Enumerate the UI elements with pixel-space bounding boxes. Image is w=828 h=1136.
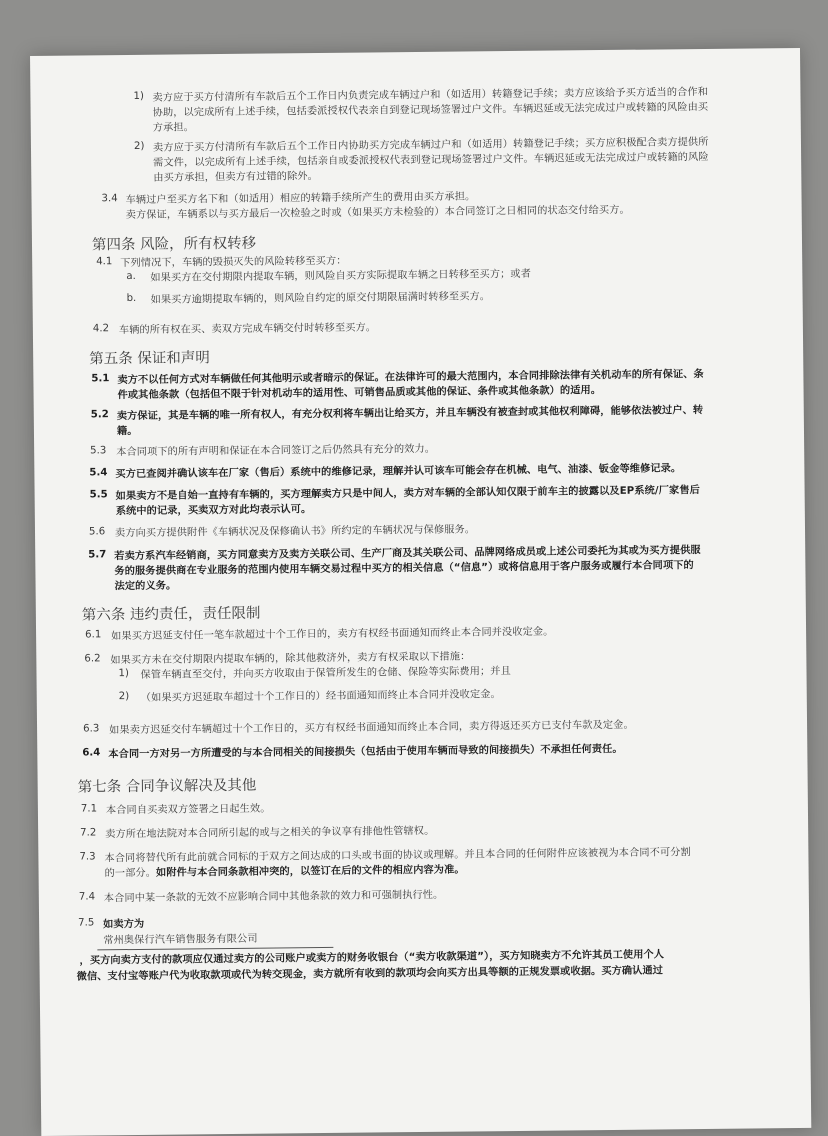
- text-bold: 如附件与本合同条款相冲突的，以签订在后的文件的相应内容为准。: [155, 864, 465, 879]
- clause-number: 3.4: [101, 193, 118, 205]
- paragraph-line: 本合同项下的所有声明和保证在本合同签订之后仍然具有充分的效力。: [116, 443, 436, 459]
- paragraph-line: 若卖方系汽车经销商，买方同意卖方及卖方关联公司、生产厂商及其关联公司、品牌网络成员或上述公司委托为其或为买方提供服: [114, 545, 701, 563]
- clause-number: 6.1: [85, 629, 102, 641]
- paragraph-line: 本合同一方对另一方所遭受的与本合同相关的间接损失（包括由于使用车辆而导致的间接损失）不承担任何责任。: [108, 743, 623, 761]
- item-letter: a.: [126, 270, 136, 283]
- paragraph-line: 卖方保证，其是车辆的唯一所有权人，有充分权利将车辆出让给买方，并且车辆没有被查封或其他权利障碍，能够依法被过户、转: [116, 405, 704, 423]
- paragraph-line: 卖方向买方提供附件《车辆状况及保修确认书》所约定的车辆状况与保修服务。: [114, 524, 476, 540]
- clause-number: 6.4: [82, 747, 101, 759]
- paragraph-line: 由买方承担，但卖方有过错的除外。: [153, 171, 318, 184]
- article-heading: 第五条 保证和声明: [89, 350, 210, 368]
- paragraph-line: 件或其他条款（包括但不限于针对机动车的适用性、可销售品质或其他的保证、条件或其他条款）的适用。: [117, 385, 602, 402]
- item-number: 1): [133, 90, 144, 102]
- paragraph-line: 卖方保证，车辆系以与买方最后一次检验之时或（如果买方未检验的）本合同签订之日相同的状态交付给买方。: [125, 204, 630, 222]
- clause-number: 5.3: [90, 445, 107, 457]
- clause-number: 7.3: [79, 851, 96, 863]
- clause-number: 7.4: [78, 891, 96, 903]
- clause-number: 4.1: [96, 256, 113, 268]
- clause-number: 5.7: [88, 549, 107, 561]
- paragraph-line: 协助，以完成所有上述手续，包括委派授权代表亲自到登记现场签署过户文件。车辆迟延或无法完成过户或转籍的风险由买: [152, 101, 709, 119]
- article-heading: 第四条 风险，所有权转移: [91, 235, 257, 254]
- paragraph-line: 保管车辆直至交付，并向买方收取由于保管所发生的仓储、保险等实际费用；并且: [140, 666, 511, 681]
- paragraph-line: [105, 863, 465, 882]
- paper-sheet: [30, 48, 811, 1136]
- paragraph-line: 卖方所在地法院对本合同所引起的或与之相关的争议享有排他性管辖权。: [105, 825, 435, 841]
- article-heading: 第六条 违约责任，责任限制: [81, 605, 261, 624]
- paragraph-line: 如卖方为: [103, 918, 145, 931]
- paragraph-line: 法定的义务。: [114, 580, 177, 593]
- contract-page: [30, 48, 811, 1108]
- paragraph-line: 微信、支付宝等账户代为收取款项或代为转交现金，卖方就所有收到的款项均会向买方出具等额的正规发票或收据。买方确认通过: [76, 965, 664, 983]
- paragraph-line: 如果卖方不是自始一直持有车辆的，买方理解卖方只是中间人，卖方对车辆的全部认知仅限于前车主的披露以及EP系统/厂家售后: [115, 485, 700, 503]
- paragraph-line: 如果买方未在交付期限内提取车辆的，除其他救济外，卖方有权采取以下措施：: [110, 651, 471, 667]
- clause-number: 5.2: [90, 409, 109, 421]
- paragraph-line: 车辆的所有权在买、卖双方完成车辆交付时转移至买方。: [118, 322, 377, 337]
- clause-number: 7.2: [80, 827, 97, 839]
- clause-number: 5.5: [89, 489, 108, 501]
- paragraph-line: 籍。: [116, 425, 138, 438]
- paragraph-line: 卖方不以任何方式对车辆做任何其他明示或者暗示的保证。在法律许可的最大范围内，本合同排除法律有关机动车的所有保证、条: [117, 368, 704, 387]
- paragraph-line: ，买方向卖方支付的款项应仅通过卖方的公司账户或卖方的财务收银台（“卖方收款渠道”），买方知晓卖方不允许其员工使用个人: [79, 949, 665, 967]
- paragraph-line: 如果买方逾期提取车辆的，则风险自约定的原交付期限届满时转移至买方。: [150, 291, 491, 306]
- paragraph-line: 本合同中某一条款的无效不应影响合同中其他条款的效力和可强制执行性。: [103, 889, 444, 905]
- paragraph-line: 需文件，以完成所有上述手续，包括亲自或委派授权代表到登记现场签署过户文件。车辆迟延或无法完成过户或转籍的风险: [153, 151, 709, 169]
- item-letter: b.: [126, 292, 137, 305]
- clause-number: 6.3: [83, 723, 100, 735]
- paragraph-line: 本合同自买卖双方签署之日起生效。: [105, 803, 271, 817]
- company-name: 常州奥保行汽车销售服务有限公司: [103, 933, 258, 947]
- paragraph-line: 如果卖方迟延交付车辆超过十个工作日的，买方有权经书面通知而终止本合同，卖方得返还买方已支付车款及定金。: [109, 719, 634, 737]
- clause-number: 7.5: [78, 917, 95, 929]
- paragraph-line: 务的服务提供商在专业服务的范围内使用车辆交易过程中买方的相关信息（“信息”）或将信息用于客户服务或履行本合同项下的: [114, 560, 694, 578]
- text-normal: 的一部分。: [104, 867, 157, 880]
- clause-number: 7.1: [80, 803, 98, 815]
- paragraph-line: 如果买方在交付期限内提取车辆，则风险自买方实际提取车辆之日转移至买方；或者: [150, 268, 532, 284]
- paragraph-line: 车辆过户至买方名下和（如适用）相应的转籍手续所产生的费用由买方承担。: [125, 191, 476, 207]
- item-number: 1): [118, 668, 130, 680]
- clause-number: 5.4: [89, 467, 108, 479]
- paragraph-line: 卖方应于买方付清所有车款后五个工作日内协助买方完成车辆过户和（如适用）转籍登记手续；买方应积极配合卖方提供所: [152, 136, 709, 154]
- clause-number: 5.6: [88, 526, 106, 538]
- item-number: 2): [118, 691, 130, 703]
- paragraph-line: 卖方应于买方付清所有车款后五个工作日内负责完成车辆过户和（如适用）转籍登记手续；卖方应该给予买方适当的合作和: [152, 86, 709, 104]
- paragraph-line: （如果买方迟延取车超过十个工作日的）经书面通知而终止本合同并没收定金。: [140, 689, 501, 704]
- clause-number: 5.1: [91, 373, 110, 385]
- clause-number: 6.2: [84, 653, 101, 665]
- paragraph-line: 本合同将替代所有此前就合同标的于双方之间达成的口头或书面的协议或理解。并且本合同的任何附件应该被视为本合同不可分割: [104, 847, 691, 865]
- paragraph-line: 如果买方迟延支付任一笔车款超过十个工作日的，卖方有权经书面通知而终止本合同并没收定金。: [111, 626, 554, 643]
- paragraph-line: 系统中的记录，买卖双方对此均表示认可。: [115, 504, 312, 518]
- paragraph-line: 买方已查阅并确认该车在厂家（售后）系统中的维修记录，理解并认可该车可能会存在机械、电气、油漆、钣金等维修记录。: [115, 463, 682, 481]
- clause-number: 4.2: [92, 323, 110, 335]
- paragraph-line: 下列情况下，车辆的毁损灭失的风险转移至买方：: [120, 255, 347, 270]
- item-number: 2): [133, 140, 145, 152]
- paragraph-line: 方承担。: [152, 122, 194, 134]
- article-heading: 第七条 合同争议解决及其他: [77, 777, 257, 796]
